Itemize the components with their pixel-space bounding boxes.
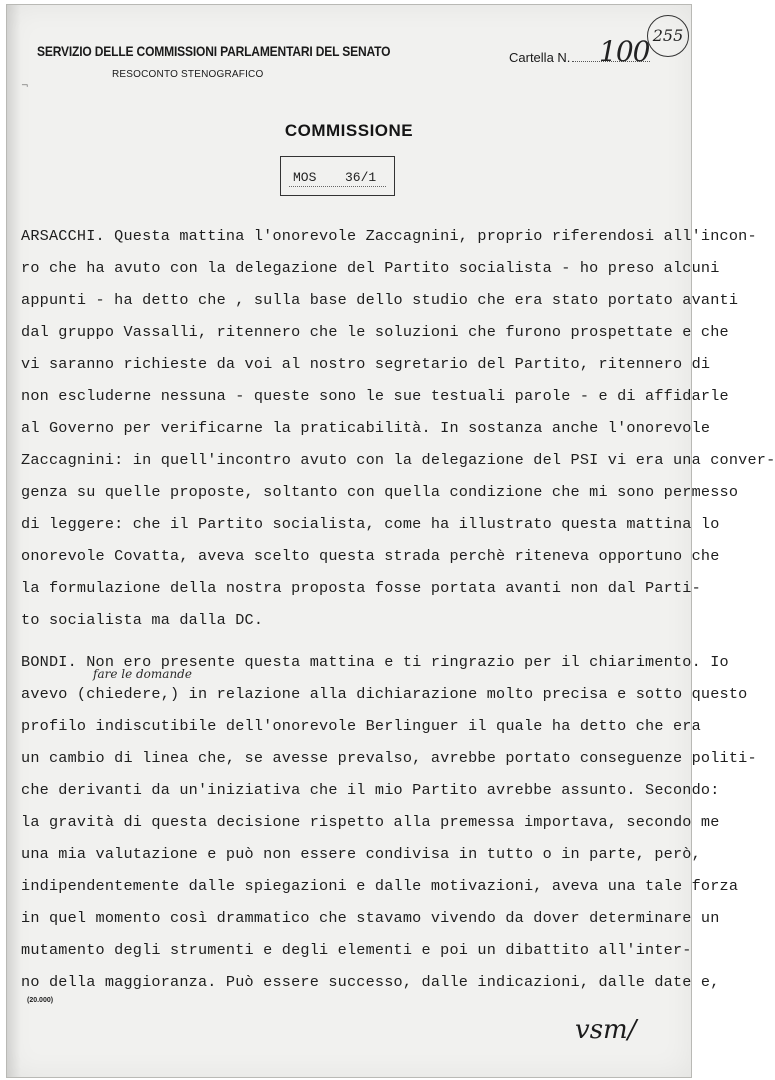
office-header: SERVIZIO DELLE COMMISSIONI PARLAMENTARI DEL SENATO (37, 43, 391, 59)
commission-title: COMMISSIONE (284, 121, 414, 140)
transcript-line: ARSACCHI. Questa mattina l'onorevole Zaccagnini, proprio riferendosi all'incon- (21, 227, 757, 245)
reference-dotted-line (289, 186, 386, 187)
transcript-line: avevo (chiedere,) in relazione alla dichiarazione molto precisa e sotto questo (21, 685, 748, 703)
cartella-number: 100 (599, 35, 650, 68)
transcript-line: di leggere: che il Partito socialista, come ha illustrato questa mattina lo (21, 515, 720, 533)
transcript-line: la formulazione della nostra proposta fosse portata avanti non dal Parti- (21, 579, 701, 597)
transcript-line: indipendentemente dalle spiegazioni e dalle motivazioni, aveva una tale forza (21, 877, 739, 895)
transcript-line: BONDI. Non ero presente questa mattina e ti ringrazio per il chiarimento. Io (21, 653, 729, 671)
margin-mark: ¬ (21, 81, 29, 91)
transcript-line: ro che ha avuto con la delegazione del Partito socialista - ho preso alcuni (21, 259, 720, 277)
transcript-line: appunti - ha detto che , sulla base dello studio che era stato portato avanti (21, 291, 739, 309)
form-code: (20.000) (27, 997, 54, 1004)
transcript-line: to socialista ma dalla DC. (21, 611, 264, 629)
transcript-line: una mia valutazione e può non essere condivisa in tutto o in parte, però, (21, 845, 701, 863)
transcript-line: al Governo per verificarne la praticabilità. In sostanza anche l'onorevole (21, 419, 711, 437)
transcript-line: la gravità di questa decisione rispetto alla premessa importava, secondo me (21, 813, 720, 831)
scan-edge-shadow (7, 5, 21, 1077)
transcript-line: non escluderne nessuna - queste sono le sue testuali parole - e di affidarle (21, 387, 729, 405)
transcript-line: genza su quelle proposte, soltanto con quella condizione che mi sono permesso (21, 483, 739, 501)
transcript-line: un cambio di linea che, se avesse prevalso, avrebbe portato conseguenze politi- (21, 749, 757, 767)
transcript-line: no della maggioranza. Può essere successo, dalle indicazioni, dalle date e, (21, 973, 720, 991)
transcript-line: dal gruppo Vassalli, ritennero che le soluzioni che furono prospettate e che (21, 323, 729, 341)
transcript-line: profilo indiscutibile dell'onorevole Berlinguer il quale ha detto che era (21, 717, 701, 735)
signature: vsm/ (575, 1015, 637, 1045)
page-stamp: 255 (647, 15, 689, 57)
transcript-line: in quel momento così drammatico che stavamo vivendo da dover determinare un (21, 909, 720, 927)
report-subtitle: RESOCONTO STENOGRAFICO (112, 69, 264, 80)
cartella-label: Cartella N. (509, 50, 571, 65)
transcript-line: vi saranno richieste da voi al nostro segretario del Partito, ritennero di (21, 355, 711, 373)
document-page (6, 4, 775, 1078)
transcript-line: mutamento degli strumenti e degli elementi e poi un dibattito all'inter- (21, 941, 692, 959)
reference-box (280, 156, 395, 196)
reference-number: 36/1 (345, 170, 377, 185)
transcript-line: Zaccagnini: in quell'incontro avuto con la delegazione del PSI vi era una conver- (21, 451, 775, 469)
transcript-line: che derivanti da un'iniziativa che il mio Partito avrebbe assunto. Secondo: (21, 781, 720, 799)
handwritten-insert: fare le domande (93, 667, 192, 681)
transcript-line: onorevole Covatta, aveva scelto questa strada perchè riteneva opportuno che (21, 547, 720, 565)
reference-code: MOS (293, 170, 317, 185)
